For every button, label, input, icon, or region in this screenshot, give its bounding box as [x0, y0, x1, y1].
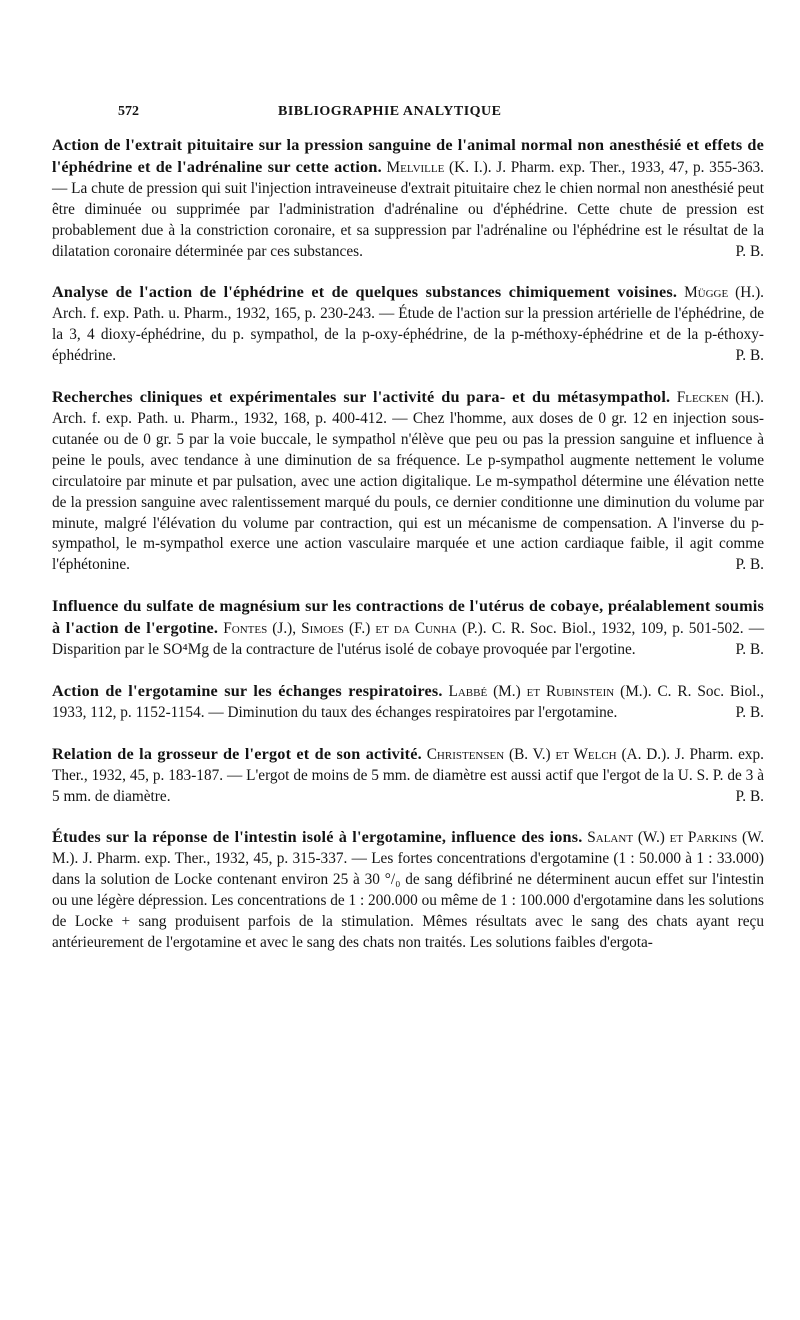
entry-signature: P. B.: [735, 703, 764, 721]
entry-authors: Flecken (H.).: [676, 389, 764, 407]
entry-authors: Fontes (J.), Simoes (F.) et da Cunha (P.).: [223, 620, 487, 638]
entry-citation: Arch. f. exp. Path. u. Pharm., 1932, 168, p. 400-412.: [52, 409, 387, 427]
entry-title: Relation de la grosseur de l'ergot et de son activité.: [52, 744, 422, 763]
entry-citation: J. Pharm. exp. Ther., 1933, 47, p. 355-363.: [496, 158, 764, 176]
entry-citation: C. R. Soc. Biol., 1933, 112, p. 1152-1154.: [52, 682, 764, 721]
entry-signature: P. B.: [735, 787, 764, 805]
entry-authors: Mügge (H.).: [684, 284, 764, 302]
running-head: [118, 104, 764, 124]
entry-citation: C. R. Soc. Biol., 1932, 109, p. 501-502.: [491, 620, 744, 638]
entry-authors: Salant (W.) et Parkins (W. M.).: [52, 829, 765, 868]
bibliography-entry: [52, 135, 764, 262]
bibliography-entry: [52, 596, 764, 661]
entry-abstract: — Chez l'homme, aux doses de 0 gr. 12 en injection sous-cutanée ou de 0 gr. 5 par la voie buccale, le sympathol n'élève que peu ou pas la pression sanguine et influence à peine le pouls, avec tendance à une diminution de sa fréquence. Le p-sympathol augmente nettement le volume circulatoire par minute et par pulsation, avec une action digitalique. Le m-sympathol détermine une élévation nette de la pression sanguine avec ralentissement marqué du pouls, ce dernier conditionne une diminution du volume par minute, malgré l'élévation du volume par contraction, qui est un mécanisme de compensation. A l'inverse du p-sympathol, le m-sympathol exerce une action vasculaire marquée et une action cardiaque faible, il agit comme l'éphétonine.: [52, 409, 765, 574]
bibliography-entries: [52, 135, 764, 974]
entry-signature: P. B.: [735, 242, 764, 260]
entry-signature: P. B.: [735, 556, 764, 574]
entry-citation: Arch. f. exp. Path. u. Pharm., 1932, 165, p. 230-243.: [52, 305, 375, 323]
entry-title: Recherches cliniques et expérimentales sur l'activité du para- et du métasympathol.: [52, 388, 671, 407]
entry-title: Action de l'extrait pituitaire sur la pression sanguine de l'animal normal non anesthésié et effets de l'éphédrine et de l'adrénaline sur cette action.: [52, 136, 764, 176]
entry-authors: Labbé (M.) et Rubinstein (M.).: [448, 682, 652, 700]
entry-signature: P. B.: [735, 347, 764, 365]
bibliography-entry: [52, 282, 764, 367]
entry-authors: Christensen (B. V.) et Welch (A. D.).: [426, 745, 671, 763]
bibliography-entry: [52, 744, 764, 808]
entry-abstract: — Disparition par le SO⁴Mg de la contracture de l'utérus isolé de cobaye provoquée par l'ergotine.: [52, 620, 764, 659]
entry-title: Études sur la réponse de l'intestin isolé à l'ergotamine, influence des ions.: [52, 828, 583, 847]
entry-abstract: — Diminution du taux des échanges respiratoires par l'ergotamine.: [208, 703, 618, 721]
entry-citation: J. Pharm. exp. Ther., 1932, 45, p. 183-187.: [52, 745, 764, 784]
bibliography-entry: [52, 387, 764, 576]
entry-abstract: — La chute de pression qui suit l'injection intraveineuse d'extrait pituitaire chez le chien normal non anesthésié peut être diminuée ou supprimée par l'administration d'adrénaline ou d'éphédrine. Cette chute de pression est probablement due à la constriction coronaire, et sa suppression par l'adrénaline ou l'éphédrine est le résultat de la dilatation coronaire déterminée par ces substances.: [52, 179, 764, 260]
entry-abstract: — L'ergot de moins de 5 mm. de diamètre est aussi actif que l'ergot de la U. S. P. de 3 à 5 mm. de diamètre.: [52, 766, 764, 805]
entry-citation: J. Pharm. exp. Ther., 1932, 45, p. 315-337.: [82, 850, 348, 868]
bibliography-entry: [52, 681, 764, 724]
entry-abstract: — Étude de l'action sur la pression artérielle de l'éphédrine, de la 3, 4 dioxy-éphédrine, du p. sympathol, de la p-oxy-éphédrine, de la p-méthoxy-éphédrine et de la p-éthoxy-éphédrine.: [52, 305, 765, 365]
page-number: 572: [118, 104, 139, 119]
running-header-title: BIBLIOGRAPHIE ANALYTIQUE: [278, 104, 502, 119]
bibliography-entry: [52, 827, 764, 953]
entry-title: Analyse de l'action de l'éphédrine et de quelques substances chimiquement voisines.: [52, 283, 678, 302]
entry-title: Action de l'ergotamine sur les échanges respiratoires.: [52, 681, 443, 700]
entry-signature: P. B.: [735, 641, 764, 659]
entry-abstract: — Les fortes concentrations d'ergotamine (1 : 50.000 à 1 : 33.000) dans la solution de Locke contenant environ 25 à 30 °/₀ de sang défibriné ne déterminent aucun effet sur l'intestin ou une légère dépression. Les concentrations de 1 : 200.000 ou même de 1 : 100.000 d'ergotamine dans les solutions de Locke + sang produisent parfois de la stimulation. Mêmes résultats avec le sang des chats ayant reçu antérieurement de l'ergotamine et avec le sang des chats non traités. Les solutions faibles d'ergota-: [52, 850, 765, 951]
entry-title: Influence du sulfate de magnésium sur les contractions de l'utérus de cobaye, préalablement soumis à l'action de l'ergotine.: [52, 597, 764, 638]
entry-authors: Melville (K. I.).: [386, 158, 492, 176]
